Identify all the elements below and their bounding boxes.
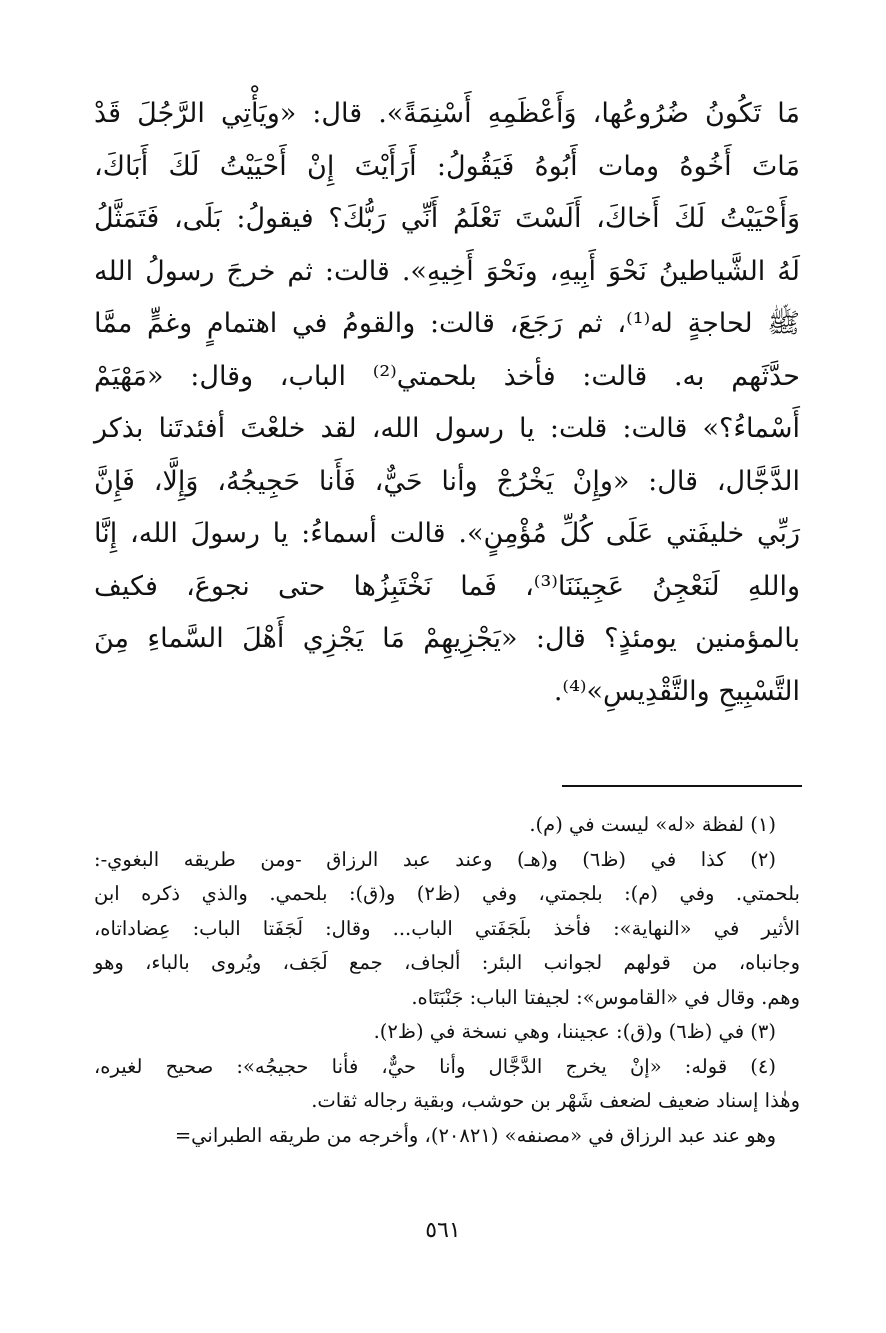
footnote-2	[94, 843, 800, 1016]
footnote-line: وهٰذا إسناد ضعيف لضعف شَهْر بن حوشب، وبقية رجاله ثقات.	[311, 1089, 800, 1112]
main-text-line: واللهِ لَنَعْجِنُ عَجِينَنَا⁽³⁾، فَما نَخْتَبِزُها حتى نجوعَ، فكيف	[94, 570, 800, 602]
main-text-line: التَّسْبِيحِ والتَّقْدِيسِ»⁽⁴⁾.	[553, 675, 800, 707]
main-text-line: مَاتَ أَخُوهُ ومات أَبُوهُ فَيَقُولُ: أَرَأَيْتَ إِنْ أَحْيَيْتُ لَكَ أَبَاكَ،	[94, 150, 800, 182]
footnote-line: (٢) كذا في (ظ٦) و(هـ) وعند عبد الرزاق -ومن طريقه البغوي-:	[94, 847, 776, 871]
footnote-line: (١) لفظة «له» ليست في (م).	[529, 813, 776, 836]
footnote-4	[94, 1050, 800, 1119]
main-text-line: الدَّجَّال، قال: «وإِنْ يَخْرُجْ وأنا حَيٌّ، فَأَنا حَجِيجُهُ، وَإِلَّا، فَإِنَّ	[94, 465, 800, 497]
footnote-3	[94, 1015, 800, 1050]
main-text	[94, 88, 800, 718]
main-text-line: بالمؤمنين يومئذٍ؟ قال: «يَجْزِيهِمْ مَا يَجْزِي أَهْلَ السَّماءِ مِنَ	[94, 623, 800, 654]
footnote-line: وجانباه، من قولهم لجوانب البئر: ألجاف، جمع لَجَف، ويُروى بالباء، وهو	[94, 951, 800, 974]
main-text-line: رَبِّي خليفَتي عَلَى كُلِّ مُؤْمِنٍ». قالت أسماءُ: يا رسولَ الله، إِنَّا	[94, 518, 800, 549]
footnote-separator	[562, 785, 802, 787]
footnote-line: بلحمتي. وفي (م): بلجمتي، وفي (ظ٢) و(ق): بلحمي. والذي ذكره ابن	[94, 882, 800, 905]
page-number: ٥٦١	[425, 1218, 461, 1243]
main-text-line: وَأَحْيَيْتُ لَكَ أَخاكَ، أَلَسْتَ تَعْلَمُ أَنِّي رَبُّكَ؟ فيقولُ: بَلَى، فَتَمَثَّلُ	[94, 203, 800, 234]
footnote-4-continued	[94, 1119, 800, 1154]
footnote-line: وهو عند عبد الرزاق في «مصنفه» (٢٠٨٢١)، وأخرجه من طريقه الطبراني=	[174, 1123, 776, 1147]
main-text-line: ﷺ لحاجةٍ له⁽¹⁾، ثم رَجَعَ، قالت: والقومُ في اهتمامٍ وغمٍّ ممَّا	[94, 308, 800, 339]
main-text-line: لَهُ الشَّياطينُ نَحْوَ أَبِيهِ، ونَحْوَ أَخِيهِ». قالت: ثم خرجَ رسولُ الله	[94, 255, 800, 287]
footnote-1	[94, 808, 800, 843]
footnotes	[94, 808, 800, 1153]
main-text-line: مَا تَكُونُ ضُرُوعُها، وَأَعْظَمِهِ أَسْنِمَةً». قال: «ويَأْتِي الرَّجُلَ قَدْ	[94, 98, 800, 129]
main-text-line: أَسْماءُ؟» قالت: قلت: يا رسول الله، لقد خلعْتَ أفئدتَنا بذكر	[94, 413, 800, 444]
footnote-line: الأثير في «النهاية»: فأخذ بلَجَفَتي الباب... وقال: لَجَفَتا الباب: عِضاداتاه،	[94, 916, 800, 940]
footnote-line: (٤) قوله: «إنْ يخرج الدَّجَّال وأنا حيٌّ، فأنا حجيجُه»: صحيح لغيره،	[94, 1054, 776, 1078]
main-text-line: حدَّثَهم به. قالت: فأخذ بلحمتي⁽²⁾ الباب، وقال: «مَهْيَمْ	[94, 360, 800, 392]
footnote-line: وهم. وقال في «القاموس»: لجيفتا الباب: جَنْبَتَاه.	[411, 985, 800, 1009]
footnote-line: (٣) في (ظ٦) و(ق): عجيننا، وهي نسخة في (ظ٢).	[373, 1020, 776, 1043]
